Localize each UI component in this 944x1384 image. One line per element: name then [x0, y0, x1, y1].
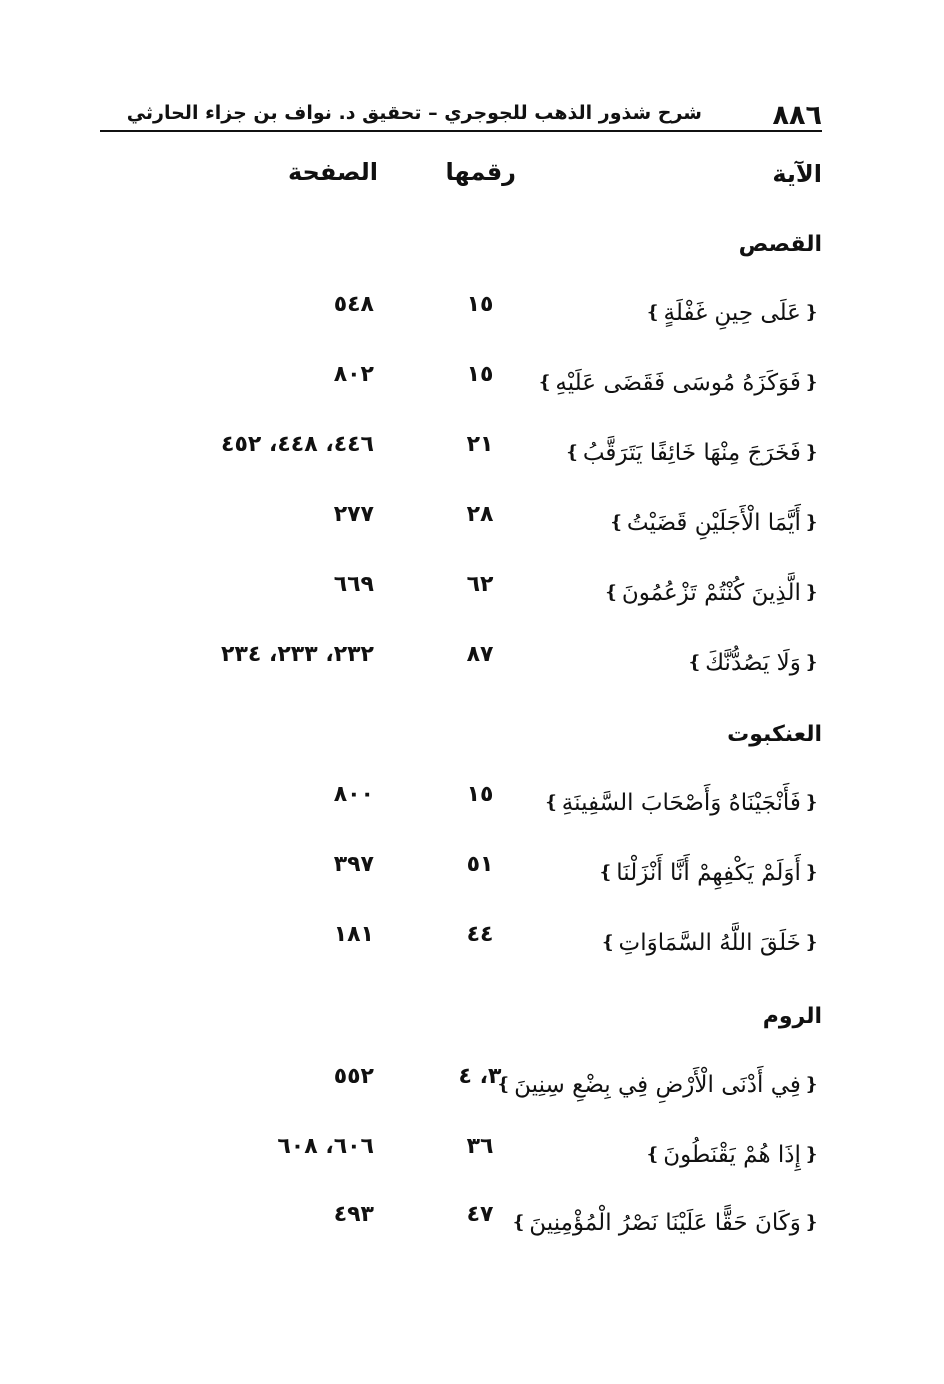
page-number: ٨٨٦: [772, 100, 822, 131]
ayah-cell: [597, 930, 822, 956]
page-references: ٦٦٩: [333, 572, 374, 597]
index-row: [0, 1134, 944, 1188]
index-row: [0, 852, 944, 906]
ornate-bracket-open: ❴: [803, 932, 819, 953]
ayah-text: أَيَّمَا الْأَجَلَيْنِ قَضَيْتُ: [626, 510, 801, 536]
ayah-text: أَوَلَمْ يَكْفِهِمْ أَنَّا أَنْزَلْنَا: [616, 860, 801, 886]
ayah-number: ٤٧: [466, 1202, 494, 1227]
ayah-number: ١٥: [466, 362, 494, 387]
index-row: [0, 782, 944, 836]
ayah-cell: [606, 510, 822, 536]
column-header-page: الصفحة: [287, 158, 378, 186]
ornate-bracket-close: ❵: [511, 1212, 527, 1233]
index-row: [0, 292, 944, 346]
ayah-cell: [562, 440, 822, 466]
ayah-text: فَأَنْجَيْنَاهُ وَأَصْحَابَ السَّفِينَةِ: [561, 790, 801, 816]
ayah-text: إِذَا هُمْ يَقْنَطُونَ: [663, 1142, 801, 1168]
column-header-ayah: الآية: [772, 160, 822, 188]
surah-heading: الروم: [762, 1004, 822, 1029]
ornate-bracket-open: ❴: [803, 582, 819, 603]
ornate-bracket-open: ❴: [803, 862, 819, 883]
ayah-cell: [642, 1142, 822, 1168]
ayah-cell: [541, 790, 822, 816]
page-references: ٤٤٦، ٤٤٨، ٤٥٢: [221, 432, 374, 457]
ayah-number: ٣٦: [466, 1134, 494, 1159]
ayah-text: الَّذِينَ كُنْتُمْ تَزْعُمُونَ: [621, 580, 801, 606]
ayah-text: فَخَرَجَ مِنْهَا خَائِفًا يَتَرَقَّبُ: [582, 440, 801, 466]
ayah-number: ٢٨: [466, 502, 494, 527]
column-header-number: رقمها: [445, 158, 516, 186]
ayah-cell: [493, 1072, 822, 1098]
ornate-bracket-close: ❵: [600, 932, 616, 953]
ornate-bracket-close: ❵: [608, 512, 624, 533]
index-row: [0, 1064, 944, 1118]
ayah-text: عَلَى حِينِ غَفْلَةٍ: [663, 300, 801, 326]
page-references: ٨٠٠: [333, 782, 374, 807]
ayah-number: ٨٧: [466, 642, 494, 667]
ornate-bracket-close: ❵: [645, 302, 661, 323]
ayah-number: ٣، ٤: [458, 1064, 502, 1089]
ayah-number: ٦٢: [466, 572, 494, 597]
page-references: ١٨١: [333, 922, 374, 947]
ornate-bracket-open: ❴: [803, 372, 819, 393]
ornate-bracket-close: ❵: [598, 862, 614, 883]
ornate-bracket-open: ❴: [803, 652, 819, 673]
index-row: [0, 502, 944, 556]
surah-heading: القصص: [738, 232, 822, 257]
ayah-text: فِي أَدْنَى الْأَرْضِ فِي بِضْعِ سِنِينَ: [514, 1072, 801, 1098]
page-references: ٥٤٨: [333, 292, 374, 317]
ayah-number: ٤٤: [466, 922, 494, 947]
ornate-bracket-open: ❴: [803, 302, 819, 323]
ayah-cell: [534, 370, 822, 396]
ornate-bracket-close: ❵: [537, 372, 553, 393]
index-row: [0, 432, 944, 486]
ayah-cell: [642, 300, 822, 326]
page-references: ٦٠٦، ٦٠٨: [277, 1134, 374, 1159]
ayah-number: ٥١: [466, 852, 494, 877]
ornate-bracket-open: ❴: [803, 512, 819, 533]
ayah-cell: [595, 860, 822, 886]
ornate-bracket-close: ❵: [496, 1074, 512, 1095]
index-row: [0, 922, 944, 976]
ayah-text: خَلَقَ اللَّهُ السَّمَاوَاتِ: [618, 930, 801, 956]
ayah-text: وَلَا يَصُدُّنَّكَ: [705, 650, 801, 676]
ayah-number: ١٥: [466, 292, 494, 317]
ornate-bracket-open: ❴: [803, 1144, 819, 1165]
ornate-bracket-open: ❴: [803, 792, 819, 813]
surah-heading: العنكبوت: [727, 722, 822, 747]
page-references: ٣٩٧: [333, 852, 374, 877]
running-header: [100, 96, 822, 132]
ornate-bracket-close: ❵: [603, 582, 619, 603]
index-row: [0, 572, 944, 626]
ayah-cell: [684, 650, 822, 676]
page-references: ٥٥٢: [333, 1064, 374, 1089]
ornate-bracket-open: ❴: [803, 1212, 819, 1233]
index-row: [0, 1202, 944, 1256]
page-references: ٢٣٢، ٢٣٣، ٢٣٤: [221, 642, 374, 667]
ornate-bracket-open: ❴: [803, 1074, 819, 1095]
running-title: شرح شذور الذهب للجوجري – تحقيق د. نواف بن جزاء الحارثي: [126, 102, 702, 124]
ayah-number: ٢١: [466, 432, 494, 457]
ornate-bracket-close: ❵: [645, 1144, 661, 1165]
ayah-text: فَوَكَزَهُ مُوسَى فَقَضَى عَلَيْهِ: [555, 370, 801, 396]
page-references: ٢٧٧: [333, 502, 374, 527]
ornate-bracket-close: ❵: [543, 792, 559, 813]
index-row: [0, 642, 944, 696]
page-references: ٨٠٢: [333, 362, 374, 387]
ornate-bracket-close: ❵: [687, 652, 703, 673]
index-row: [0, 362, 944, 416]
ayah-text: وَكَانَ حَقًّا عَلَيْنَا نَصْرُ الْمُؤْمِنِينَ: [529, 1210, 801, 1236]
ornate-bracket-close: ❵: [564, 442, 580, 463]
page-references: ٤٩٣: [333, 1202, 374, 1227]
ayah-cell: [508, 1210, 822, 1236]
ayah-cell: [601, 580, 822, 606]
ayah-number: ١٥: [466, 782, 494, 807]
ornate-bracket-open: ❴: [803, 442, 819, 463]
